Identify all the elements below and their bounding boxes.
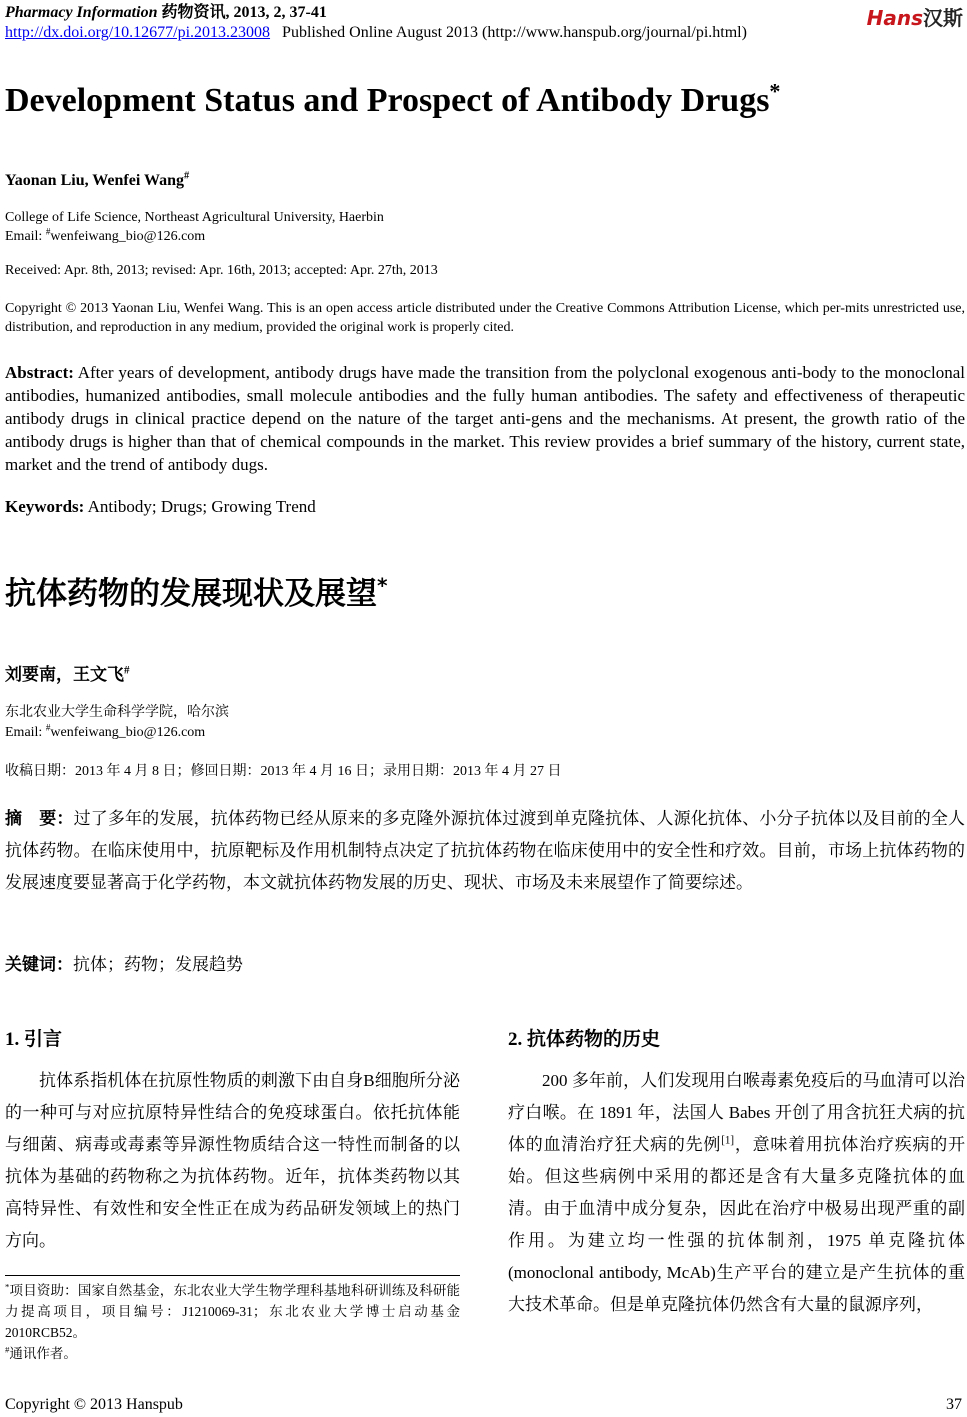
author-mark: # <box>184 170 190 182</box>
section-2-body <box>508 1065 965 1321</box>
logo-en: Hans <box>866 6 923 30</box>
authors-text: Yaonan Liu, Wenfei Wang <box>5 172 185 189</box>
published-info: Published Online August 2013 (http://www.hanspub.org/journal/pi.html) <box>282 24 747 41</box>
authors-en <box>5 172 189 190</box>
keywords-cn <box>5 950 243 975</box>
email-cn-text: wenfeiwang_bio@126.com <box>50 725 206 740</box>
section-2-title: 抗体药物的历史 <box>527 1028 661 1050</box>
section-1-body: 抗体系指机体在抗原性物质的刺激下由自身B细胞所分泌的一种可与对应抗原特异性结合的免疫球蛋白。依托抗体能与细菌、病毒或毒素等异源性物质结合这一特性而制备的以抗体为基础的药物称之为抗体药物。近年，抗体类药物以其高特异性、有效性和安全性正在成为药品研发领域上的热门方向。 <box>5 1071 460 1250</box>
running-header <box>5 3 747 43</box>
author-cn-mark: # <box>124 664 130 677</box>
abstract-cn <box>5 803 965 899</box>
dates-cn: 收稿日期：2013 年 4 月 8 日；修回日期：2013 年 4 月 16 日；录用日期：2013 年 4 月 27 日 <box>5 764 562 779</box>
affiliation-cn-text: 东北农业大学生命科学学院，哈尔滨 <box>5 705 229 720</box>
footer-copyright: Copyright © 2013 Hanspub <box>5 1396 183 1413</box>
journal-issue: , 2013, 2, 37-41 <box>225 4 327 21</box>
email-en <box>5 227 384 246</box>
abstract-cn-label: 摘 要： <box>5 809 74 829</box>
section-1-heading <box>5 1024 460 1051</box>
affiliation-text: College of Life Science, Northeast Agricultural University, Haerbin <box>5 210 384 225</box>
email-mark: # <box>45 226 51 237</box>
keywords-label: Keywords: <box>5 497 85 516</box>
section-2-num: 2. <box>508 1029 523 1050</box>
keywords-text: Antibody; Drugs; Growing Trend <box>87 497 316 516</box>
right-column <box>508 1024 965 1321</box>
doi-link[interactable]: http://dx.doi.org/10.12677/pi.2013.23008 <box>5 24 271 41</box>
abstract-label: Abstract: <box>5 363 74 382</box>
body-part-b: ，意味着用抗体治疗疾病的开始。但这些病例中采用的都还是含有大量多克隆抗体的血清。由于血清中成分复杂，因此在治疗中极易出现严重的副作用。为建立均一性强的抗体制剂，1975 单克隆抗体(monoclonal antibody, McAb)生产平台的建立是产生抗体的重大技术革命。但是单克隆抗体仍然含有大量的鼠源序列， <box>508 1135 966 1314</box>
keywords-cn-label: 关键词： <box>5 955 73 975</box>
keywords-en <box>5 497 316 517</box>
page-number: 37 <box>946 1396 962 1413</box>
title-text: Development Status and Prospect of Antibody Drugs <box>5 82 770 119</box>
title-mark: * <box>769 78 781 104</box>
paper-title-en <box>5 78 781 120</box>
corr-mark: # <box>5 1344 10 1355</box>
abstract-en <box>5 361 965 476</box>
email-cn <box>5 723 229 743</box>
email-cn-mark: # <box>45 722 51 733</box>
keywords-cn-text: 抗体；药物；发展趋势 <box>73 955 243 974</box>
footnote-corresponding <box>5 1343 460 1364</box>
corr-text: 通讯作者。 <box>9 1346 77 1361</box>
title-cn-mark: * <box>377 573 388 598</box>
footnote-fund <box>5 1280 460 1343</box>
section-2-heading <box>508 1024 965 1051</box>
section-1-title: 引言 <box>24 1028 63 1050</box>
abstract-cn-text: 过了多年的发展，抗体药物已经从原来的多克隆外源抗体过渡到单克隆抗体、人源化抗体、小分子抗体以及目前的全人抗体药物。在临床使用中，抗原靶标及作用机制特点决定了抗抗体药物在临床使用中的安全性和疗效。目前，市场上抗体药物的发展速度要显著高于化学药物，本文就抗体药物发展的历史、现状、市场及未来展望作了简要综述。 <box>5 809 966 892</box>
footnote-divider <box>5 1275 460 1276</box>
paper-title-cn <box>5 568 388 613</box>
section-1-num: 1. <box>5 1029 20 1050</box>
fund-text: 项目资助：国家自然基金，东北农业大学生物学理科基地科研训练及科研能力提高项目，项目编号：J1210069-31；东北农业大学博士启动基金 2010RCB52。 <box>5 1283 460 1340</box>
affiliation-cn <box>5 703 229 743</box>
email-cn-label: Email: <box>5 725 46 740</box>
journal-name-cn: 药物资讯 <box>161 4 226 21</box>
affiliation-en <box>5 208 384 246</box>
left-column <box>5 1024 460 1364</box>
body-part-a: 200 多年前，人们发现用白喉毒素免疫后的马血清可以治疗白喉。在 1891 年，法国人 Babes 开创了用含抗狂犬病的抗体的血清治疗狂犬病的先例 <box>508 1071 965 1154</box>
footnotes <box>5 1280 460 1364</box>
authors-cn-text: 刘要南，王文飞 <box>5 665 124 684</box>
logo-cn: 汉斯 <box>923 6 963 30</box>
hans-logo <box>867 2 963 31</box>
journal-name: Pharmacy Information <box>5 4 158 21</box>
title-cn-text: 抗体药物的发展现状及展望 <box>5 576 377 612</box>
email-label: Email: <box>5 229 46 244</box>
email-text: wenfeiwang_bio@126.com <box>50 229 206 244</box>
received-dates: Received: Apr. 8th, 2013; revised: Apr. 16th, 2013; accepted: Apr. 27th, 2013 <box>5 263 438 278</box>
copyright-notice: Copyright © 2013 Yaonan Liu, Wenfei Wang. This is an open access article distributed under the Creative Commons Attribution License, which per-mits unrestricted use, distribution, and reproduction in any medium, provided the original work is properly cited. <box>5 301 965 335</box>
fund-mark: * <box>5 1281 10 1292</box>
authors-cn <box>5 660 130 685</box>
abstract-text: After years of development, antibody drugs have made the transition from the polyclonal exogenous anti-body to the monoclonal antibodies, humanized antibodies, small molecule antibodies and the fully human antibodies. The safety and effectiveness of therapeutic antibody drugs in clinical practice depend on the nature of the target anti-gens and the mechanisms. At present, the growth ratio of the antibody drugs is higher than that of chemical compounds in the market. This review provides a brief summary of the history, current state, market and the trend of antibody dugs. <box>5 363 965 474</box>
citation-1[interactable]: [1] <box>721 1134 735 1147</box>
